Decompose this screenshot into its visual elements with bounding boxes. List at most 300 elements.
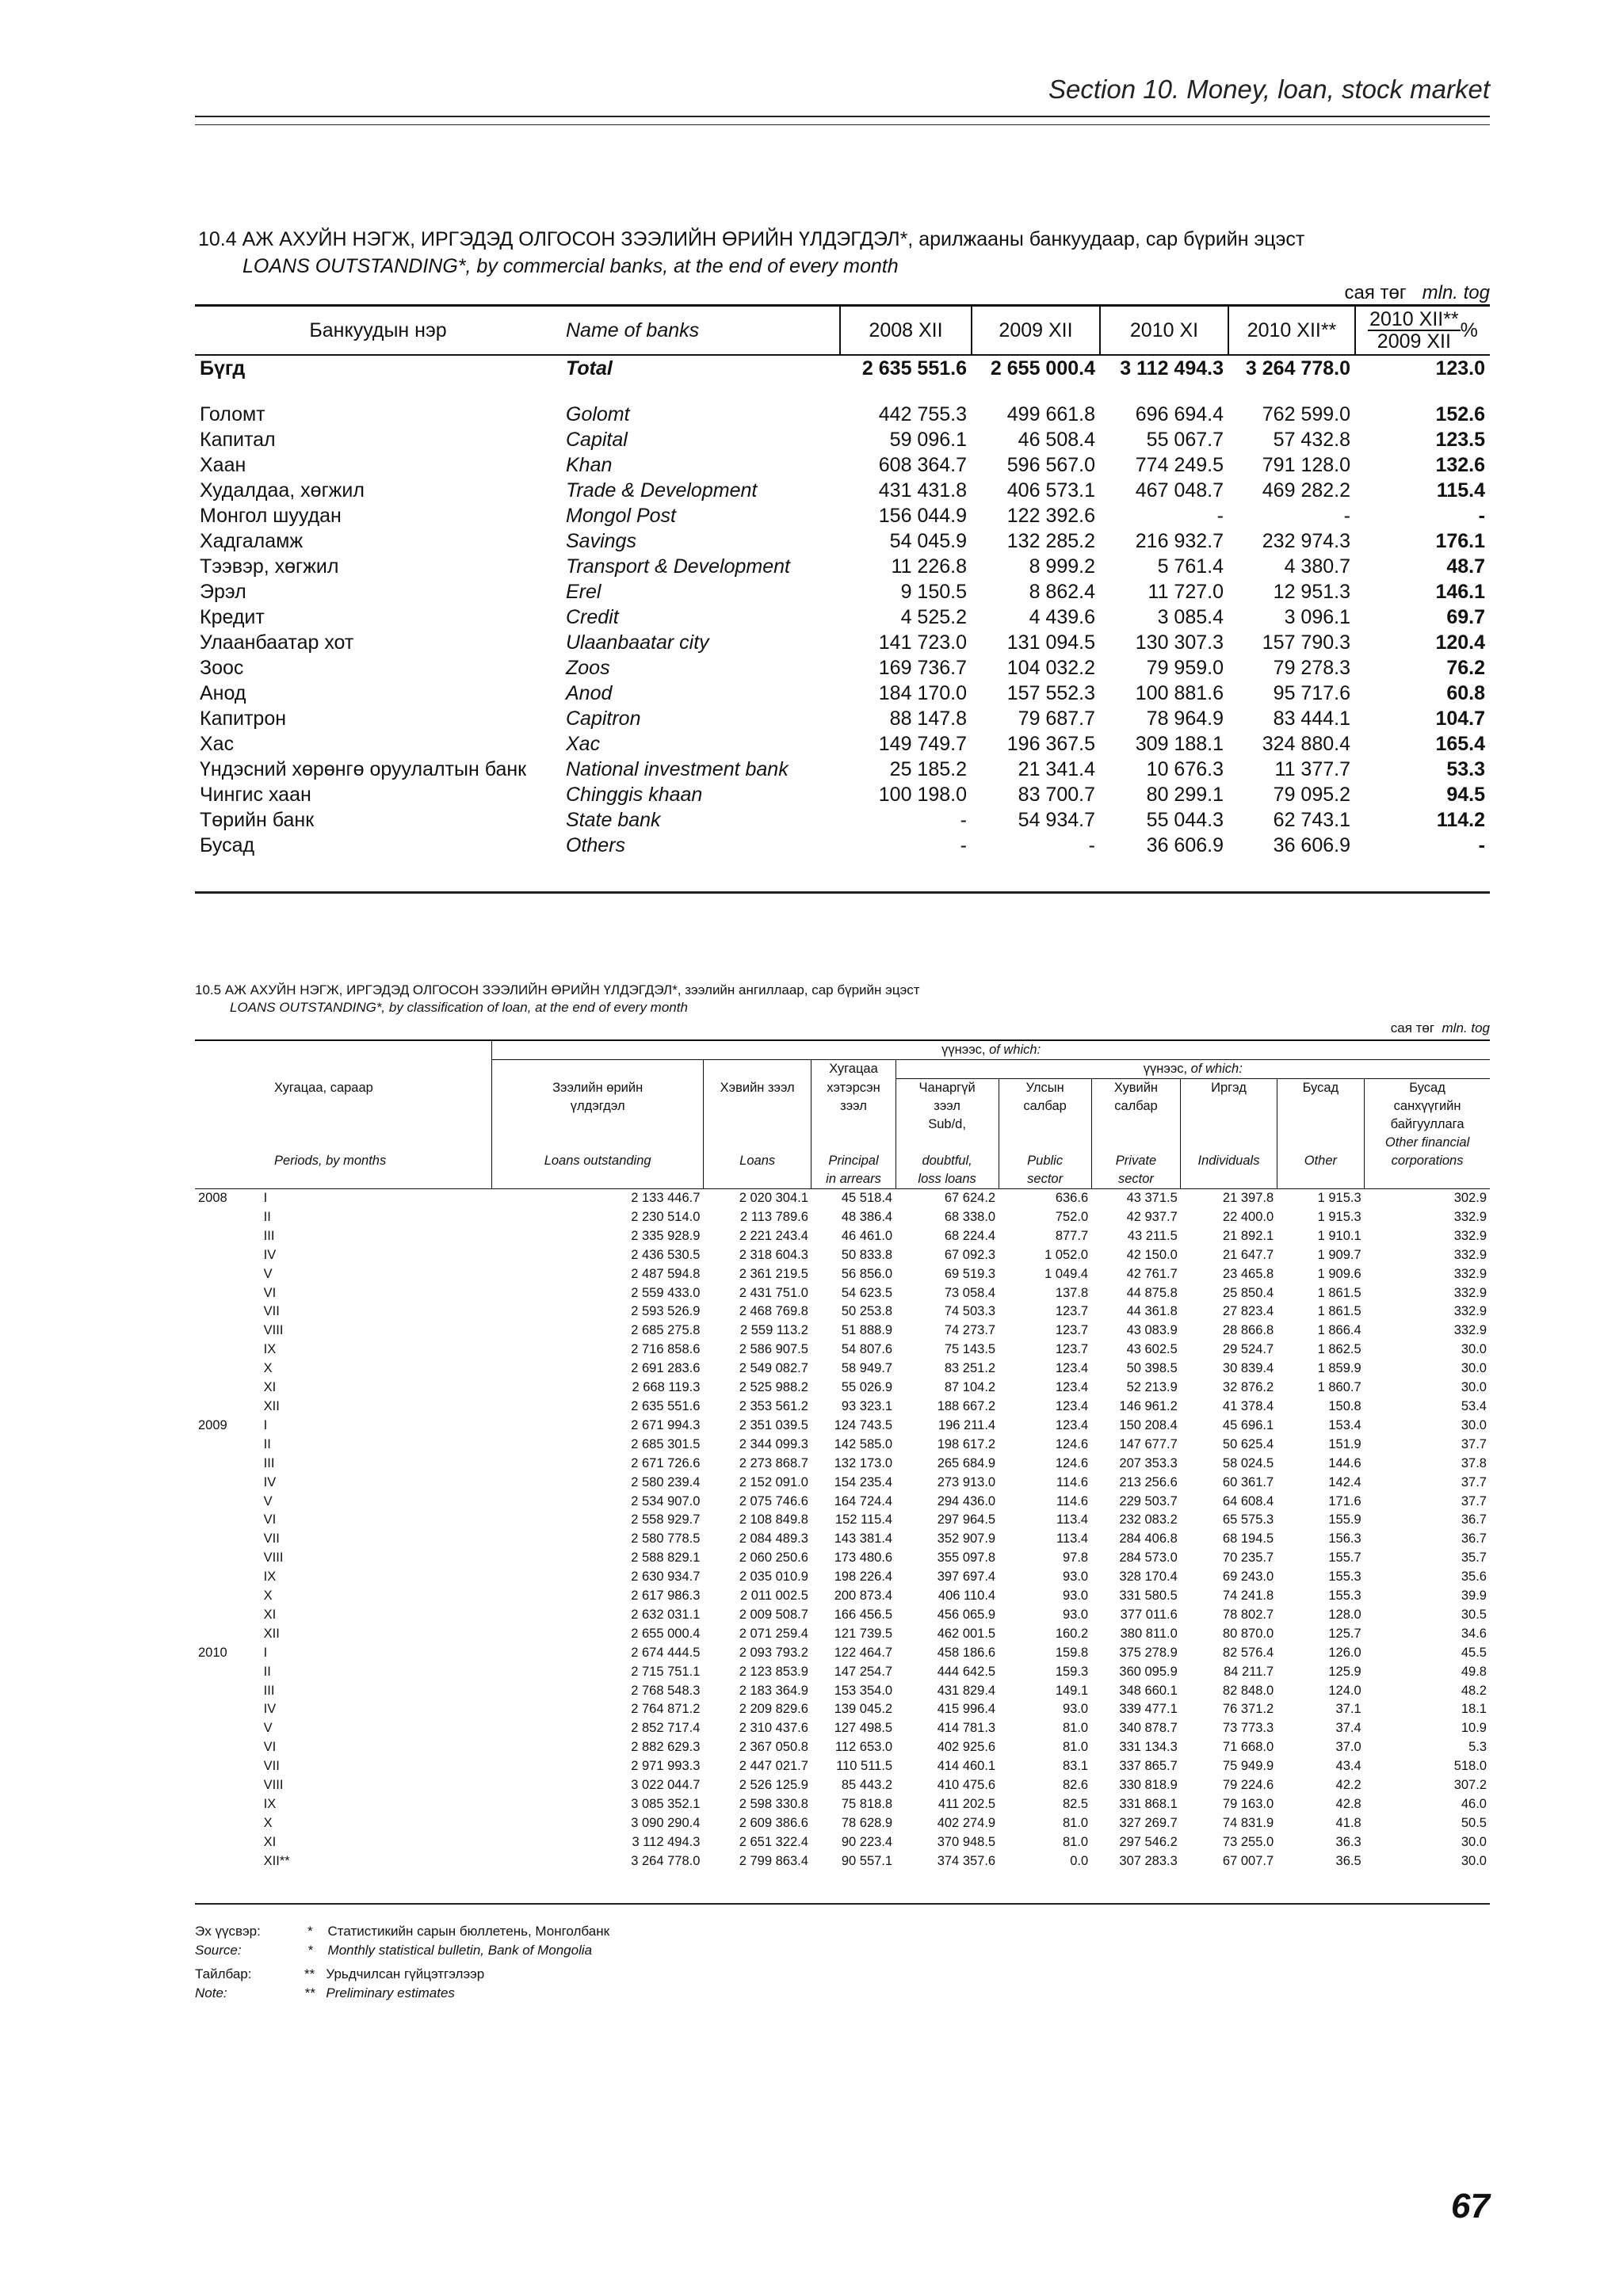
value-2010-xii: 36 606.9 — [1273, 834, 1350, 856]
cell-loans: 2 108 849.8 — [739, 1512, 808, 1527]
col-name-en: Name of banks — [561, 306, 840, 356]
cell-principal-arrears: 75 818.8 — [841, 1797, 893, 1811]
cell-loans-outstanding: 2 655 000.4 — [631, 1626, 701, 1641]
cell-other: 155.9 — [1328, 1512, 1361, 1527]
value-2009-xii: 499 661.8 — [1006, 403, 1095, 425]
cell-loans-outstanding: 2 436 530.5 — [631, 1247, 701, 1262]
value-2009-xii: 406 573.1 — [1006, 479, 1095, 502]
cell-other-financial: 332.9 — [1453, 1304, 1487, 1319]
cell-public-sector: 81.0 — [1063, 1834, 1089, 1849]
row-year — [195, 1663, 243, 1682]
cell-loans-outstanding: 3 264 778.0 — [631, 1853, 701, 1868]
cell-other: 156.3 — [1328, 1531, 1361, 1547]
cell-principal-arrears: 152 115.4 — [834, 1512, 893, 1527]
cell-public-sector: 93.0 — [1063, 1589, 1089, 1604]
cell-other: 42.8 — [1335, 1797, 1361, 1811]
unit-mn: сая төг — [1390, 1020, 1435, 1035]
footnote-note-en-text — [304, 1985, 455, 2001]
cell-doubtful-loans: 402 925.6 — [937, 1740, 996, 1755]
cell-doubtful-loans: 83 251.2 — [944, 1361, 996, 1376]
cell-loans-outstanding: 2 691 283.6 — [631, 1361, 701, 1376]
value-2009-xii: 8 999.2 — [1029, 555, 1095, 578]
value-pct: 60.8 — [1446, 682, 1485, 704]
cell-principal-arrears: 90 557.1 — [841, 1853, 893, 1868]
cell-public-sector: 81.0 — [1063, 1740, 1089, 1755]
bank-name-mn: Тээвэр, хөгжил — [200, 555, 339, 578]
cell-other: 1 862.5 — [1317, 1342, 1361, 1357]
row-year — [195, 1474, 243, 1493]
cell-private-sector: 297 546.2 — [1119, 1834, 1178, 1849]
bank-name-en: Anod — [566, 682, 613, 704]
cell-other-financial: 36.7 — [1461, 1531, 1487, 1547]
cell-other: 150.8 — [1328, 1398, 1361, 1413]
cell-other-financial: 45.5 — [1461, 1645, 1487, 1660]
table-row — [195, 757, 1490, 782]
table-row — [195, 402, 1490, 427]
public-head-mn2: салбар — [1023, 1099, 1067, 1113]
cell-individuals: 71 668.0 — [1222, 1740, 1274, 1755]
table-row — [195, 1644, 1490, 1663]
cell-other-financial: 332.9 — [1453, 1247, 1487, 1262]
cell-principal-arrears: 143 381.4 — [834, 1531, 893, 1547]
cell-doubtful-loans: 297 964.5 — [937, 1512, 996, 1527]
cell-individuals: 80 870.0 — [1222, 1626, 1274, 1641]
of-which-en: of which: — [989, 1043, 1041, 1057]
row-year — [195, 1682, 243, 1701]
cell-loans-outstanding: 2 230 514.0 — [631, 1209, 701, 1224]
cell-other-financial: 36.7 — [1461, 1512, 1487, 1527]
cell-loans-outstanding: 2 852 717.4 — [631, 1721, 701, 1736]
table-row — [195, 1493, 1490, 1512]
total-2010-xi: 3 112 494.3 — [1100, 355, 1228, 381]
cell-loans: 2 273 868.7 — [739, 1455, 808, 1470]
cell-loans: 2 598 330.8 — [739, 1797, 808, 1811]
cell-public-sector: 123.7 — [1055, 1323, 1089, 1338]
cell-doubtful-loans: 397 697.4 — [937, 1569, 996, 1585]
table-row — [195, 1568, 1490, 1587]
cell-loans-outstanding: 2 671 994.3 — [631, 1417, 701, 1432]
value-2010-xii: 232 974.3 — [1262, 530, 1350, 552]
of-which-mn: үүнээс, — [1143, 1062, 1188, 1076]
source-text-en: Monthly statistical bulletin, Bank of Mongolia — [327, 1943, 593, 1958]
row-year: 2009 — [198, 1417, 227, 1432]
row-year — [195, 1455, 243, 1474]
cell-individuals: 75 949.9 — [1222, 1759, 1274, 1774]
cell-principal-arrears: 50 833.8 — [841, 1247, 893, 1262]
row-month: III — [263, 1455, 275, 1470]
cell-individuals: 74 831.9 — [1222, 1815, 1274, 1830]
value-pct: 53.3 — [1446, 758, 1485, 780]
col-name-mn: Банкуудын нэр — [195, 306, 561, 356]
cell-loans-outstanding: 3 085 352.1 — [631, 1797, 701, 1811]
row-month: IX — [263, 1342, 277, 1357]
value-2010-xi: 309 188.1 — [1135, 733, 1224, 755]
row-year — [195, 1795, 243, 1814]
cell-public-sector: 160.2 — [1055, 1626, 1089, 1641]
cell-doubtful-loans: 87 104.2 — [944, 1380, 996, 1395]
value-pct: 76.2 — [1446, 657, 1485, 679]
cell-individuals: 73 773.3 — [1222, 1721, 1274, 1736]
col-2010-xi: 2010 XI — [1100, 306, 1228, 356]
table-row — [195, 1663, 1490, 1682]
cell-private-sector: 331 134.3 — [1119, 1740, 1178, 1755]
value-2009-xii: 79 687.7 — [1018, 707, 1095, 730]
cell-individuals: 68 194.5 — [1222, 1531, 1274, 1547]
cell-principal-arrears: 200 873.4 — [834, 1589, 893, 1604]
cell-principal-arrears: 139 045.2 — [834, 1702, 893, 1717]
value-2010-xi: 55 067.7 — [1146, 429, 1224, 451]
row-month: I — [263, 1191, 268, 1205]
cell-private-sector: 150 208.4 — [1119, 1417, 1178, 1432]
row-month: II — [263, 1664, 271, 1679]
cell-principal-arrears: 173 480.6 — [834, 1550, 893, 1566]
cell-doubtful-loans: 73 058.4 — [944, 1285, 996, 1300]
value-pct: 120.4 — [1435, 631, 1485, 654]
cell-private-sector: 50 398.5 — [1126, 1361, 1178, 1376]
value-2010-xii: 83 444.1 — [1273, 707, 1350, 730]
unit-mn: сая төг — [1344, 282, 1407, 303]
cell-loans: 2 183 364.9 — [739, 1683, 808, 1698]
cell-doubtful-loans: 462 001.5 — [937, 1626, 996, 1641]
cell-public-sector: 123.7 — [1055, 1342, 1089, 1357]
row-year — [195, 1719, 243, 1738]
doubtful-head — [896, 1079, 999, 1189]
cell-principal-arrears: 121 739.5 — [834, 1626, 893, 1641]
section-title: Section 10. Money, loan, stock market — [1048, 74, 1490, 104]
loans-head — [703, 1079, 812, 1189]
source-mark-2: * — [307, 1943, 313, 1958]
cell-other: 151.9 — [1328, 1436, 1361, 1451]
cell-other-financial: 37.7 — [1461, 1436, 1487, 1451]
value-2010-xi: - — [1216, 505, 1224, 527]
bank-name-en: Chinggis khaan — [566, 784, 703, 806]
cell-private-sector: 44 875.8 — [1126, 1285, 1178, 1300]
cell-loans-outstanding: 2 671 726.6 — [631, 1455, 701, 1470]
cell-loans-outstanding: 2 635 551.6 — [631, 1398, 701, 1413]
cell-loans-outstanding: 3 022 044.7 — [631, 1778, 701, 1793]
row-year — [195, 1833, 243, 1852]
table2-unit — [1391, 1020, 1490, 1036]
table-row — [195, 1455, 1490, 1474]
cell-principal-arrears: 147 254.7 — [834, 1664, 893, 1679]
of-which-sub-header — [896, 1060, 1490, 1079]
table-row — [195, 1322, 1490, 1341]
row-year — [195, 1398, 243, 1417]
cell-other-financial: 302.9 — [1453, 1191, 1487, 1205]
cell-loans: 2 075 746.6 — [739, 1493, 808, 1508]
cell-public-sector: 159.3 — [1055, 1664, 1089, 1679]
cell-individuals: 76 371.2 — [1222, 1702, 1274, 1717]
value-2010-xii: 3 096.1 — [1284, 606, 1350, 628]
cell-public-sector: 636.6 — [1055, 1191, 1089, 1205]
value-2009-xii: 4 439.6 — [1029, 606, 1095, 628]
cell-other-financial: 307.2 — [1453, 1778, 1487, 1793]
cell-other-financial: 332.9 — [1453, 1209, 1487, 1224]
bank-name-en: Erel — [566, 581, 601, 603]
cell-private-sector: 42 761.7 — [1126, 1266, 1178, 1281]
bank-name-en: National investment bank — [566, 758, 789, 780]
value-2010-xii: 12 951.3 — [1273, 581, 1350, 603]
row-month: VIII — [263, 1323, 284, 1338]
row-month: VIII — [263, 1778, 284, 1793]
indiv-head — [1181, 1079, 1277, 1189]
col-2009-xii: 2009 XII — [972, 306, 1100, 356]
cell-other: 1 861.5 — [1317, 1285, 1361, 1300]
row-month: XII** — [263, 1853, 290, 1868]
total-label-mn: Бүгд — [195, 355, 561, 381]
cell-other: 37.1 — [1335, 1702, 1361, 1717]
table-row-total — [195, 355, 1490, 381]
value-2010-xii: 79 095.2 — [1273, 784, 1350, 806]
value-2010-xii: 762 599.0 — [1262, 403, 1350, 425]
cell-public-sector: 93.0 — [1063, 1569, 1089, 1585]
cell-principal-arrears: 48 386.4 — [841, 1209, 893, 1224]
table-row — [195, 1417, 1490, 1436]
cell-individuals: 60 361.7 — [1222, 1474, 1274, 1489]
table1-unit — [1345, 282, 1491, 304]
value-2010-xi: 467 048.7 — [1135, 479, 1224, 502]
cell-principal-arrears: 154 235.4 — [834, 1474, 893, 1489]
cell-private-sector: 360 095.9 — [1119, 1664, 1178, 1679]
value-pct: 48.7 — [1446, 555, 1485, 578]
bank-name-en: Trade & Development — [566, 479, 758, 502]
private-head-mn1: Хувийн — [1113, 1081, 1159, 1095]
bank-name-en: Zoos — [566, 657, 610, 679]
row-year — [195, 1568, 243, 1587]
cell-loans: 2 093 793.2 — [739, 1645, 808, 1660]
cell-public-sector: 752.0 — [1055, 1209, 1089, 1224]
footnote-note-mn — [195, 1966, 251, 1982]
cell-public-sector: 877.7 — [1055, 1228, 1089, 1243]
table-row — [195, 1625, 1490, 1644]
bank-name-en: Savings — [566, 530, 636, 552]
row-year — [195, 1208, 243, 1227]
table-row — [195, 1757, 1490, 1776]
cell-loans: 2 009 508.7 — [739, 1607, 808, 1622]
bank-name-en: Golomt — [566, 403, 630, 425]
value-2010-xi: 696 694.4 — [1135, 403, 1224, 425]
bank-name-mn: Үндэсний хөрөнгө оруулалтын банк — [200, 758, 527, 780]
cell-other: 125.9 — [1328, 1664, 1361, 1679]
cell-other: 43.4 — [1335, 1759, 1361, 1774]
table-row — [195, 1265, 1490, 1284]
row-year — [195, 1493, 243, 1512]
cell-principal-arrears: 93 323.1 — [841, 1398, 893, 1413]
value-2009-xii: 132 285.2 — [1006, 530, 1095, 552]
value-2009-xii: 46 508.4 — [1018, 429, 1095, 451]
table-row — [195, 731, 1490, 757]
cell-private-sector: 43 083.9 — [1126, 1323, 1178, 1338]
note-mark-1: ** — [304, 1966, 315, 1981]
table1-title: 10.4 АЖ АХУЙН НЭГЖ, ИРГЭДЭД ОЛГОСОН ЗЭЭЛИЙН ӨРИЙН ҮЛДЭГДЭЛ*, арилжааны банкуудаар, сар бүрийн эцэст — [198, 228, 1305, 250]
ratio-percent: % — [1460, 319, 1478, 341]
cell-doubtful-loans: 410 475.6 — [937, 1778, 996, 1793]
cell-other: 155.7 — [1328, 1550, 1361, 1566]
value-2010-xi: 5 761.4 — [1157, 555, 1224, 578]
value-2009-xii: 196 367.5 — [1006, 733, 1095, 755]
value-2010-xi: 36 606.9 — [1146, 834, 1224, 856]
value-2009-xii: 122 392.6 — [1006, 505, 1095, 527]
note-mark-2: ** — [304, 1985, 315, 2000]
value-2008-xii: 25 185.2 — [889, 758, 967, 780]
unit-en: mln. tog — [1442, 1020, 1490, 1035]
cell-principal-arrears: 85 443.2 — [841, 1778, 893, 1793]
cell-loans: 2 344 099.3 — [739, 1436, 808, 1451]
table1-bottom-rule — [195, 891, 1490, 894]
row-year — [195, 1511, 243, 1530]
cell-public-sector: 159.8 — [1055, 1645, 1089, 1660]
footnote-source-mn — [195, 1924, 261, 1939]
cell-doubtful-loans: 415 996.4 — [937, 1702, 996, 1717]
cell-individuals: 23 465.8 — [1222, 1266, 1274, 1281]
cell-loans: 2 353 561.2 — [739, 1398, 808, 1413]
cell-doubtful-loans: 68 338.0 — [944, 1209, 996, 1224]
value-2010-xii: 62 743.1 — [1273, 809, 1350, 831]
value-pct: 94.5 — [1446, 784, 1485, 806]
cell-individuals: 58 024.5 — [1222, 1455, 1274, 1470]
indiv-head-en: Individuals — [1197, 1154, 1260, 1168]
cell-loans: 2 084 489.3 — [739, 1531, 808, 1547]
value-2009-xii: 104 032.2 — [1006, 657, 1095, 679]
table2-body — [195, 1189, 1490, 1871]
cell-individuals: 21 892.1 — [1222, 1228, 1274, 1243]
cell-private-sector: 43 371.5 — [1126, 1191, 1178, 1205]
period-head-mn: Хугацаа, сараар — [274, 1080, 373, 1095]
table2-bottom-rule — [195, 1903, 1490, 1905]
row-year — [195, 1341, 243, 1360]
source-label-mn: Эх үүсвэр: — [195, 1924, 261, 1939]
spacer-row — [195, 381, 1490, 402]
value-2008-xii: 54 045.9 — [889, 530, 967, 552]
row-month: X — [263, 1361, 273, 1376]
row-year — [195, 1322, 243, 1341]
of-which-en: of which: — [1190, 1062, 1243, 1076]
cell-other-financial: 332.9 — [1453, 1228, 1487, 1243]
cell-individuals: 69 243.0 — [1222, 1569, 1274, 1585]
cell-other: 1 910.1 — [1317, 1228, 1361, 1243]
cell-doubtful-loans: 265 684.9 — [937, 1455, 996, 1470]
cell-other: 1 859.9 — [1317, 1361, 1361, 1376]
cell-other: 124.0 — [1328, 1683, 1361, 1698]
table-row — [195, 478, 1490, 503]
value-2010-xi: 216 932.7 — [1135, 530, 1224, 552]
row-year — [195, 1549, 243, 1568]
cell-doubtful-loans: 352 907.9 — [937, 1531, 996, 1547]
footnote-source-en-text — [307, 1943, 592, 1958]
table-row — [195, 579, 1490, 605]
row-year — [195, 1284, 243, 1303]
value-2010-xii: 79 278.3 — [1273, 657, 1350, 679]
bank-name-mn: Анод — [200, 682, 246, 704]
cell-doubtful-loans: 414 460.1 — [937, 1759, 996, 1774]
cell-loans: 2 367 050.8 — [739, 1740, 808, 1755]
cell-individuals: 32 876.2 — [1222, 1380, 1274, 1395]
cell-loans-outstanding: 2 768 548.3 — [631, 1683, 701, 1698]
table-row — [195, 1852, 1490, 1871]
cell-loans: 2 020 304.1 — [739, 1191, 808, 1205]
of-which-header — [492, 1040, 1490, 1060]
value-2010-xi: 3 085.4 — [1157, 606, 1224, 628]
cell-private-sector: 42 937.7 — [1126, 1209, 1178, 1224]
cell-principal-arrears: 110 511.5 — [836, 1759, 893, 1774]
cell-doubtful-loans: 69 519.3 — [944, 1266, 996, 1281]
cell-other-financial: 50.5 — [1461, 1815, 1487, 1830]
total-2008-xii: 2 635 551.6 — [840, 355, 972, 381]
bank-name-mn: Худалдаа, хөгжил — [200, 479, 365, 502]
row-year — [195, 1814, 243, 1833]
value-2008-xii: 156 044.9 — [878, 505, 967, 527]
table-row — [195, 1436, 1490, 1455]
cell-other: 1 915.3 — [1317, 1209, 1361, 1224]
cell-individuals: 22 400.0 — [1222, 1209, 1274, 1224]
col-ratio — [1355, 306, 1490, 356]
cell-private-sector: 213 256.6 — [1119, 1474, 1178, 1489]
cell-individuals: 82 576.4 — [1222, 1645, 1274, 1660]
cell-public-sector: 1 052.0 — [1044, 1247, 1089, 1262]
cell-loans: 2 525 988.2 — [739, 1380, 808, 1395]
cell-public-sector: 124.6 — [1055, 1455, 1089, 1470]
bank-name-mn: Төрийн банк — [200, 809, 315, 831]
cell-loans-outstanding: 2 630 934.7 — [631, 1569, 701, 1585]
cell-private-sector: 284 406.8 — [1119, 1531, 1178, 1547]
cell-other: 1 860.7 — [1317, 1380, 1361, 1395]
total-2009-xii: 2 655 000.4 — [972, 355, 1100, 381]
cell-other: 37.4 — [1335, 1721, 1361, 1736]
arrears-head-mn3: зээл — [840, 1098, 867, 1113]
cell-other: 1 915.3 — [1317, 1191, 1361, 1205]
cell-loans: 2 318 604.3 — [739, 1247, 808, 1262]
cell-loans-outstanding: 2 558 929.7 — [631, 1512, 701, 1527]
note-label-mn: Тайлбар: — [195, 1966, 252, 1981]
cell-doubtful-loans: 188 667.2 — [937, 1398, 996, 1413]
cell-other: 128.0 — [1328, 1607, 1361, 1622]
cell-doubtful-loans: 444 642.5 — [937, 1664, 996, 1679]
cell-public-sector: 83.1 — [1063, 1759, 1089, 1774]
row-year — [195, 1625, 243, 1644]
table-row — [195, 807, 1490, 833]
row-month: XII — [263, 1398, 280, 1413]
table-row — [195, 1738, 1490, 1757]
cell-public-sector: 0.0 — [1070, 1853, 1089, 1868]
value-pct: 152.6 — [1435, 403, 1485, 425]
cell-private-sector: 339 477.1 — [1119, 1702, 1178, 1717]
ofc-head-en1: Other financial — [1384, 1135, 1470, 1150]
value-2008-xii: - — [960, 809, 967, 831]
cell-other-financial: 332.9 — [1453, 1323, 1487, 1338]
page-number: 67 — [1451, 2187, 1490, 2225]
arrears-head-mn1: Хугацаа — [812, 1060, 896, 1079]
cell-individuals: 45 696.1 — [1222, 1417, 1274, 1432]
cell-loans: 2 011 002.5 — [739, 1589, 808, 1604]
table1-body — [195, 355, 1490, 858]
cell-other: 125.7 — [1328, 1626, 1361, 1641]
private-head-en2: sector — [1117, 1172, 1154, 1186]
table1-subtitle: LOANS OUTSTANDING*, by commercial banks, at the end of every month — [242, 255, 899, 277]
row-month: V — [263, 1493, 273, 1508]
source-mark-1: * — [307, 1924, 313, 1939]
cell-other-financial: 35.6 — [1461, 1569, 1487, 1585]
other-head-en: Other — [1304, 1154, 1338, 1168]
value-2010-xii: - — [1343, 505, 1350, 527]
cell-loans: 2 447 021.7 — [739, 1759, 808, 1774]
bank-name-mn: Хаан — [200, 454, 246, 476]
cell-loans-outstanding: 2 632 031.1 — [631, 1607, 701, 1622]
value-pct: 146.1 — [1435, 581, 1485, 603]
cell-private-sector: 229 503.7 — [1119, 1493, 1178, 1508]
period-head-en: Periods, by months — [274, 1153, 387, 1168]
bank-name-mn: Чингис хаан — [200, 784, 311, 806]
cell-other-financial: 10.9 — [1461, 1721, 1487, 1736]
